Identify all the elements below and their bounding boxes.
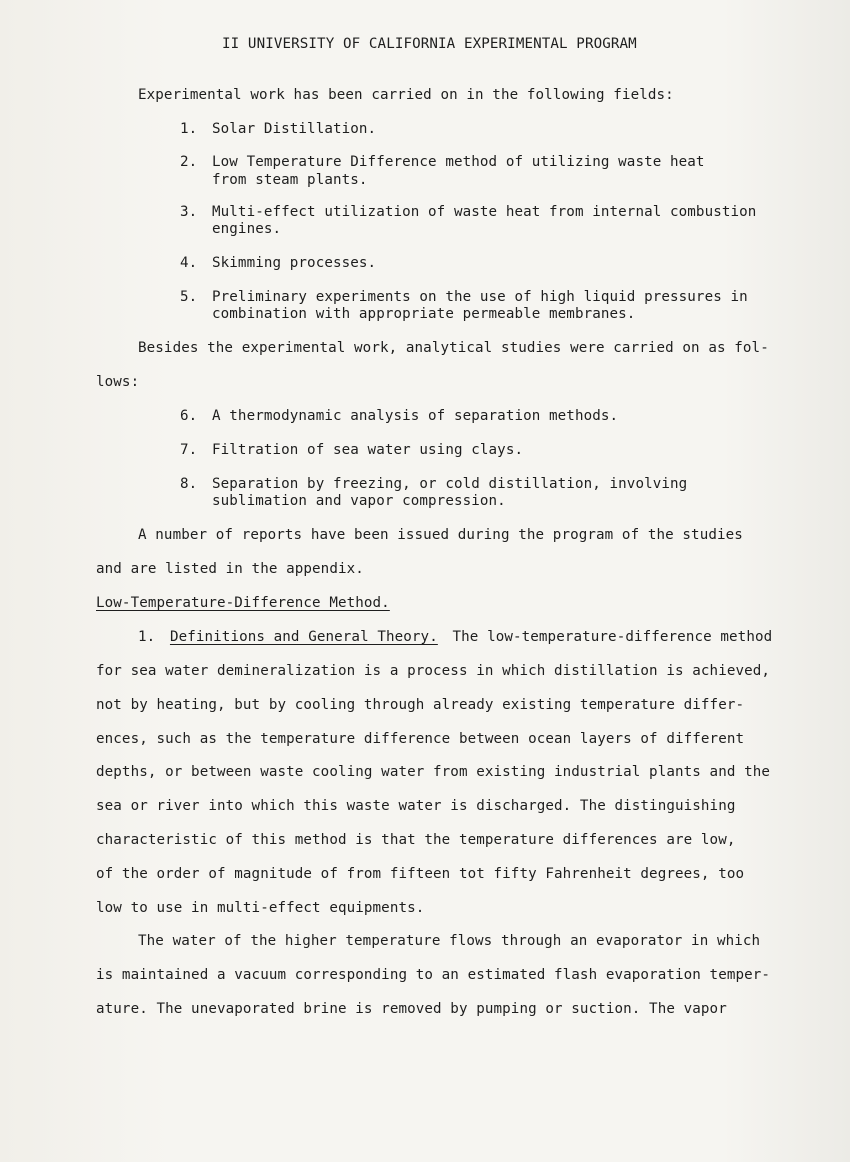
list-item-number: 4. [180, 255, 198, 271]
list-item-5 [180, 289, 748, 305]
list-item-6 [180, 408, 618, 424]
body-line: characteristic of this method is that the temperature differences are low, [96, 832, 736, 848]
final-paragraph-line-1: The water of the higher temperature flows through an evaporator in which [138, 933, 761, 949]
list-item-text: Solar Distillation. [212, 121, 377, 137]
subsection-heading: Definitions and General Theory. [169, 629, 438, 645]
final-paragraph-line-3: ature. The unevaporated brine is removed by pumping or suction. The vapor [96, 1001, 727, 1017]
body-line: of the order of magnitude of from fifteen tot fifty Fahrenheit degrees, too [96, 866, 745, 882]
reports-paragraph-line-1: A number of reports have been issued during the program of the studies [138, 527, 743, 543]
list-item-1 [180, 121, 376, 137]
list-item-number: 7. [180, 442, 198, 458]
besides-paragraph-line-1: Besides the experimental work, analytical studies were carried on as fol- [138, 340, 769, 356]
list-item-text: Low Temperature Difference method of utilizing waste heat [212, 154, 705, 170]
section-heading: Low-Temperature-Difference Method. [96, 595, 390, 611]
list-item-5-continuation: combination with appropriate permeable membranes. [212, 306, 636, 322]
body-line: ences, such as the temperature difference between ocean layers of different [96, 731, 745, 747]
list-item-text: Filtration of sea water using clays. [212, 442, 524, 458]
list-item-text: Separation by freezing, or cold distillation, involving [212, 476, 688, 492]
list-item-2-continuation: from steam plants. [212, 172, 368, 188]
list-item-2 [180, 154, 705, 170]
subsection-number: 1. [138, 629, 156, 645]
list-item-4 [180, 255, 376, 271]
list-item-number: 2. [180, 154, 198, 170]
list-item-number: 8. [180, 476, 198, 492]
body-line: for sea water demineralization is a process in which distillation is achieved, [96, 663, 771, 679]
list-item-7 [180, 442, 523, 458]
list-item-text: Preliminary experiments on the use of high liquid pressures in [212, 289, 748, 305]
list-item-number: 1. [180, 121, 198, 137]
list-item-3 [180, 204, 756, 220]
list-item-text: A thermodynamic analysis of separation methods. [212, 408, 619, 424]
final-paragraph-line-2: is maintained a vacuum corresponding to an estimated flash evaporation temper- [96, 967, 771, 983]
list-item-text: Skimming processes. [212, 255, 377, 271]
list-item-8-continuation: sublimation and vapor compression. [212, 493, 506, 509]
body-line: not by heating, but by cooling through already existing temperature differ- [96, 697, 745, 713]
list-item-text: Multi-effect utilization of waste heat from internal combustion [212, 204, 757, 220]
subsection-text: The low-temperature-difference method [452, 629, 773, 645]
list-item-number: 3. [180, 204, 198, 220]
body-line: sea or river into which this waste water is discharged. The distinguishing [96, 798, 736, 814]
page-title: II UNIVERSITY OF CALIFORNIA EXPERIMENTAL PROGRAM [222, 36, 637, 52]
list-item-number: 5. [180, 289, 198, 305]
subsection-first-line [138, 629, 772, 645]
list-item-3-continuation: engines. [212, 221, 282, 237]
list-item-number: 6. [180, 408, 198, 424]
reports-paragraph-line-2: and are listed in the appendix. [96, 561, 364, 577]
intro-paragraph: Experimental work has been carried on in the following fields: [138, 87, 674, 103]
body-line: depths, or between waste cooling water from existing industrial plants and the [96, 764, 771, 780]
besides-paragraph-line-2: lows: [96, 374, 140, 390]
body-line: low to use in multi-effect equipments. [96, 900, 425, 916]
list-item-8 [180, 476, 687, 492]
